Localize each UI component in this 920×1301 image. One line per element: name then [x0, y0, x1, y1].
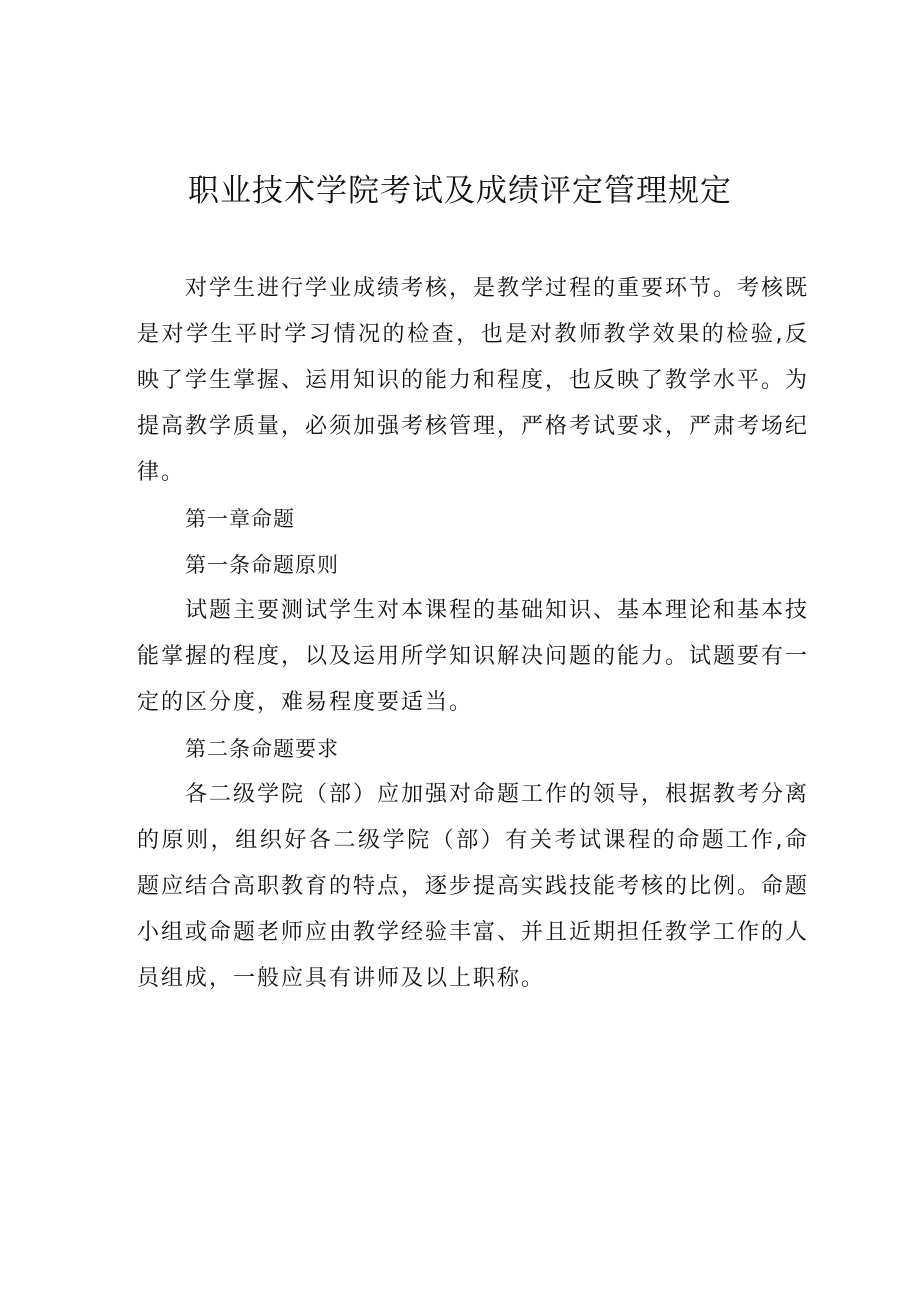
- article-2-heading: 第二条命题要求: [185, 737, 339, 761]
- document-title: 职业技术学院考试及成绩评定管理规定: [188, 173, 732, 209]
- article-1-paragraph: 试题主要测试学生对本课程的基础知识、基本理论和基本技能掌握的程度，以及运用所学知识解决问题的能力。试题要有一定的区分度，难易程度要适当。: [137, 598, 810, 715]
- article-2-paragraph: 各二级学院（部）应加强对命题工作的领导，根据教考分离的原则，组织好各二级学院（部）有关考试课程的命题工作,命题应结合高职教育的特点，逐步提高实践技能考核的比例。命题小组或命题老师应由教学经验丰富、并且近期担任教学工作的人员组成，一般应具有讲师及以上职称。: [137, 782, 810, 991]
- chapter-1-heading: 第一章命题: [185, 507, 295, 531]
- article-1-heading: 第一条命题原则: [185, 553, 339, 577]
- document-body: [137, 266, 809, 1002]
- intro-paragraph: 对学生进行学业成绩考核，是教学过程的重要环节。考核既是对学生平时学习情况的检查，也是对教师教学效果的检验,反映了学生掌握、运用知识的能力和程度，也反映了教学水平。为提高教学质量，必须加强考核管理，严格考试要求，严肃考场纪律。: [137, 276, 810, 485]
